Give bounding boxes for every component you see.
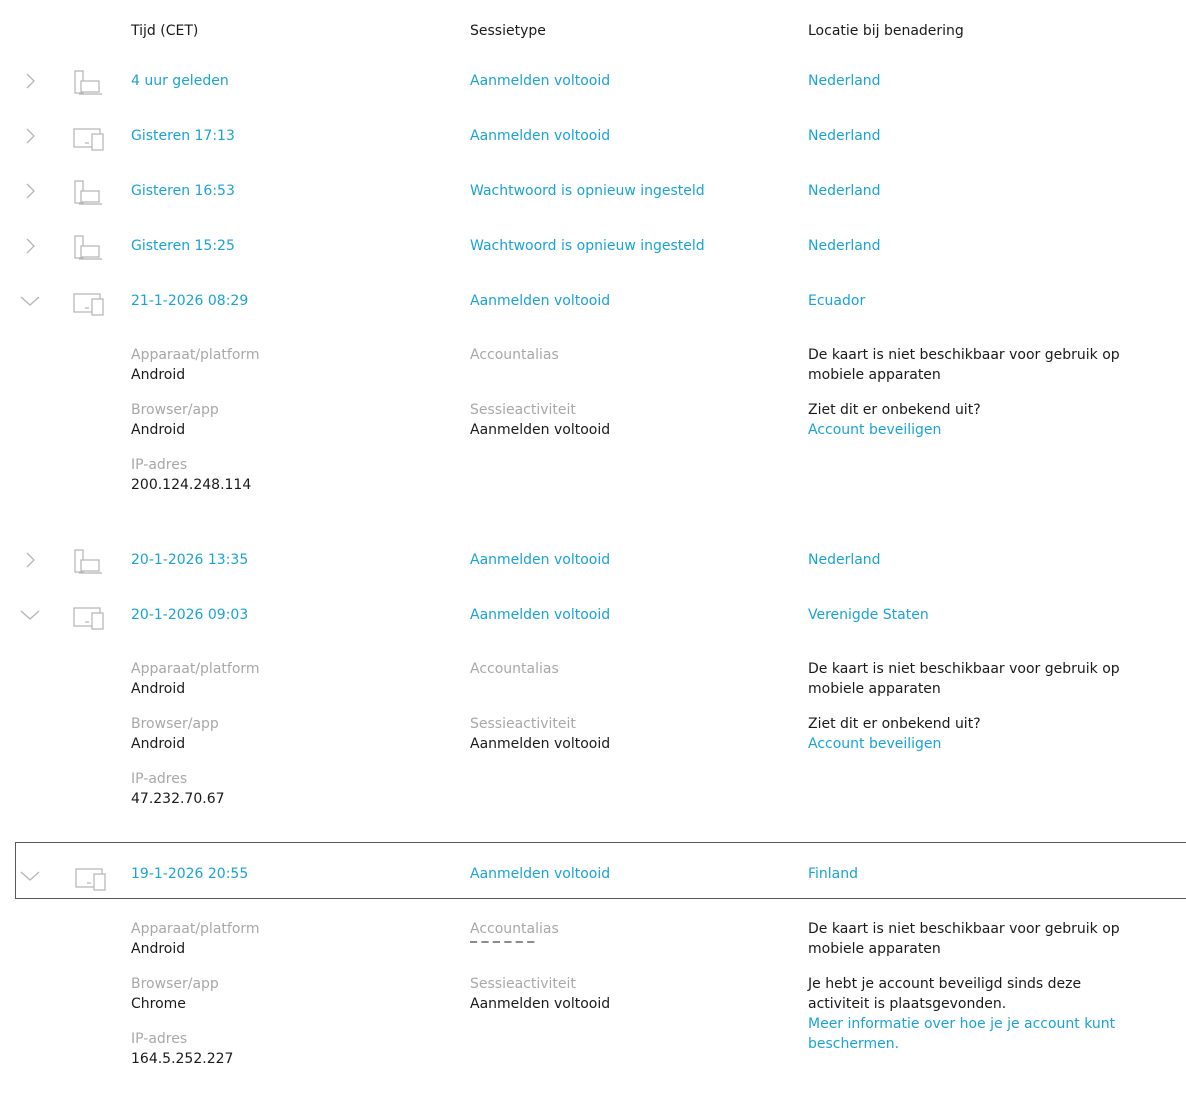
session-row[interactable] xyxy=(0,72,1186,127)
browser-app-label: Browser/app xyxy=(131,402,219,418)
secure-account-link[interactable]: Account beveiligen xyxy=(808,736,942,752)
device-platform-label: Apparaat/platform xyxy=(131,921,260,937)
row-session-type[interactable]: Aanmelden voltooid xyxy=(470,607,611,623)
row-session-type[interactable]: Wachtwoord is opnieuw ingesteld xyxy=(470,183,705,199)
account-alias-label: Accountalias xyxy=(470,921,559,937)
row-session-type[interactable]: Aanmelden voltooid xyxy=(470,73,611,89)
ip-address-label: IP-adres xyxy=(131,1031,188,1047)
browser-app-label: Browser/app xyxy=(131,976,219,992)
device-platform-label: Apparaat/platform xyxy=(131,347,260,363)
session-activity-value: Aanmelden voltooid xyxy=(470,996,611,1012)
row-time[interactable]: 19-1-2026 20:55 xyxy=(131,866,249,882)
column-header-session-type: Sessietype xyxy=(470,23,546,39)
more-info-link[interactable]: Meer informatie over hoe je je account kunt beschermen. xyxy=(808,1016,1116,1052)
unknown-question: Ziet dit er onbekend uit? xyxy=(808,716,981,732)
map-unavailable-note: De kaart is niet beschikbaar voor gebruik op mobiele apparaten xyxy=(808,921,1120,957)
row-time[interactable]: 20-1-2026 09:03 xyxy=(131,607,249,623)
device-platform-label: Apparaat/platform xyxy=(131,661,260,677)
row-session-type[interactable]: Aanmelden voltooid xyxy=(470,128,611,144)
session-row[interactable] xyxy=(0,127,1186,182)
row-location[interactable]: Nederland xyxy=(808,183,881,199)
device-platform-value: Android xyxy=(131,941,186,957)
ip-address-label: IP-adres xyxy=(131,771,188,787)
device-platform-value: Android xyxy=(131,367,186,383)
ip-address-label: IP-adres xyxy=(131,457,188,473)
row-location[interactable]: Verenigde Staten xyxy=(808,607,929,623)
device-platform-value: Android xyxy=(131,681,186,697)
row-time[interactable]: 20-1-2026 13:35 xyxy=(131,552,249,568)
chevron-right-icon[interactable] xyxy=(20,127,40,147)
browser-app-label: Browser/app xyxy=(131,716,219,732)
account-secured-note: Je hebt je account beveiligd sinds deze activiteit is plaatsgevonden. xyxy=(808,976,1082,1012)
row-location[interactable]: Nederland xyxy=(808,73,881,89)
session-row-selected[interactable] xyxy=(16,843,1186,898)
row-location[interactable]: Ecuador xyxy=(808,293,866,309)
session-row[interactable] xyxy=(0,182,1186,237)
chevron-down-icon[interactable] xyxy=(20,292,40,312)
account-alias-label: Accountalias xyxy=(470,661,559,677)
unknown-question: Ziet dit er onbekend uit? xyxy=(808,402,981,418)
row-location[interactable]: Nederland xyxy=(808,128,881,144)
row-time[interactable]: Gisteren 16:53 xyxy=(131,183,235,199)
row-time[interactable]: Gisteren 17:13 xyxy=(131,128,235,144)
account-alias-label: Accountalias xyxy=(470,347,559,363)
map-unavailable-note: De kaart is niet beschikbaar voor gebruik op mobiele apparaten xyxy=(808,347,1120,383)
desktop-device-icon xyxy=(72,68,106,98)
chevron-down-icon[interactable] xyxy=(20,867,40,887)
browser-app-value: Chrome xyxy=(131,996,186,1012)
session-activity-value: Aanmelden voltooid xyxy=(470,422,611,438)
desktop-device-icon xyxy=(72,178,106,208)
chevron-right-icon[interactable] xyxy=(20,72,40,92)
secure-account-link[interactable]: Account beveiligen xyxy=(808,422,942,438)
session-activity-label: Sessieactiviteit xyxy=(470,716,576,732)
chevron-down-icon[interactable] xyxy=(20,606,40,626)
map-unavailable-note: De kaart is niet beschikbaar voor gebruik op mobiele apparaten xyxy=(808,661,1120,697)
column-header-location: Locatie bij benadering xyxy=(808,23,964,39)
ip-address-value: 47.232.70.67 xyxy=(131,791,225,807)
chevron-right-icon[interactable] xyxy=(20,551,40,571)
session-row-expanded[interactable] xyxy=(0,606,1186,661)
session-activity-label: Sessieactiviteit xyxy=(470,402,576,418)
chevron-right-icon[interactable] xyxy=(20,237,40,257)
mobile-device-icon xyxy=(72,602,106,632)
column-header-time: Tijd (CET) xyxy=(131,23,199,39)
session-activity-value: Aanmelden voltooid xyxy=(470,736,611,752)
chevron-right-icon[interactable] xyxy=(20,182,40,202)
ip-address-value: 164.5.252.227 xyxy=(131,1051,234,1067)
row-session-type[interactable]: Aanmelden voltooid xyxy=(470,866,611,882)
mobile-device-icon xyxy=(72,288,106,318)
mobile-device-icon xyxy=(74,863,108,893)
account-alias-value xyxy=(470,939,590,952)
session-activity-label: Sessieactiviteit xyxy=(470,976,576,992)
desktop-device-icon xyxy=(72,233,106,263)
row-location[interactable]: Nederland xyxy=(808,552,881,568)
row-session-type[interactable]: Wachtwoord is opnieuw ingesteld xyxy=(470,238,705,254)
row-time[interactable]: 4 uur geleden xyxy=(131,73,229,89)
row-location[interactable]: Nederland xyxy=(808,238,881,254)
mobile-device-icon xyxy=(72,123,106,153)
session-row[interactable] xyxy=(0,237,1186,292)
ip-address-value: 200.124.248.114 xyxy=(131,477,252,493)
browser-app-value: Android xyxy=(131,736,186,752)
session-row[interactable] xyxy=(0,551,1186,606)
row-location[interactable]: Finland xyxy=(808,866,859,882)
row-session-type[interactable]: Aanmelden voltooid xyxy=(470,293,611,309)
row-session-type[interactable]: Aanmelden voltooid xyxy=(470,552,611,568)
browser-app-value: Android xyxy=(131,422,186,438)
session-row-expanded[interactable] xyxy=(0,292,1186,347)
row-time[interactable]: Gisteren 15:25 xyxy=(131,238,235,254)
row-time[interactable]: 21-1-2026 08:29 xyxy=(131,293,249,309)
desktop-device-icon xyxy=(72,547,106,577)
